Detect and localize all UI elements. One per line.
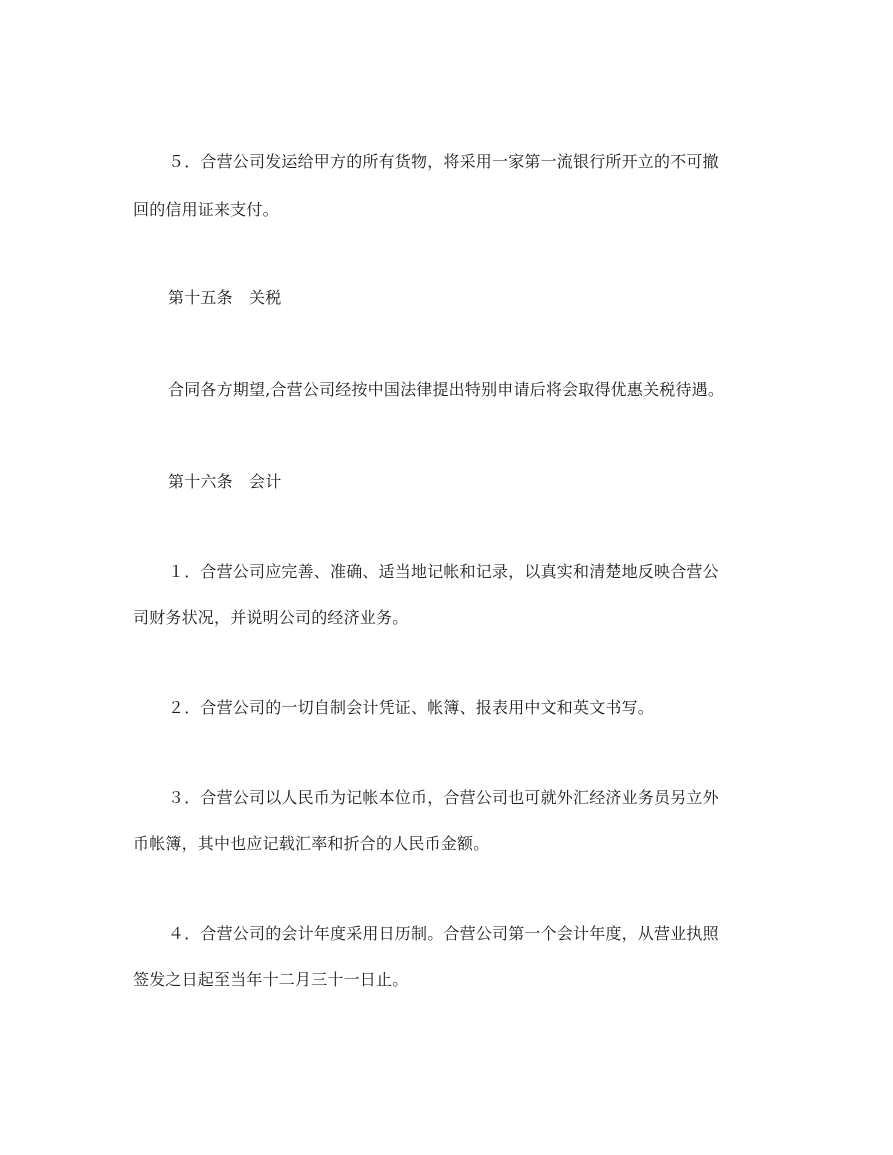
- article-16-item-2: ２．合营公司的一切自制会计凭证、帐簿、报表用中文和英文书写。: [168, 698, 655, 717]
- article-16-item-4-line-2: 签发之日起至当年十二月三十一日止。: [133, 970, 409, 989]
- article-15-heading: 第十五条 关税: [168, 288, 282, 307]
- article-16-item-3-line-2: 币帐簿，其中也应记载汇率和折合的人民币金额。: [133, 834, 490, 853]
- article-16-item-1-line-2: 司财务状况，并说明公司的经济业务。: [133, 608, 409, 627]
- paragraph-5-line-2: 回的信用证来支付。: [133, 200, 279, 219]
- article-16-heading: 第十六条 会计: [168, 472, 282, 491]
- article-16-item-1-line-1: １．合营公司应完善、准确、适当地记帐和记录，以真实和清楚地反映合营公: [168, 562, 719, 581]
- article-16-item-4-line-1: ４．合营公司的会计年度采用日历制。合营公司第一个会计年度，从营业执照: [168, 924, 719, 943]
- article-15-body: 合同各方期望,合营公司经按中国法律提出特别申请后将会取得优惠关税待遇。: [168, 380, 725, 399]
- article-16-item-3-line-1: ３．合营公司以人民币为记帐本位币，合营公司也可就外汇经济业务员另立外: [168, 788, 719, 807]
- paragraph-5-line-1: ５．合营公司发运给甲方的所有货物，将采用一家第一流银行所开立的不可撤: [168, 152, 719, 171]
